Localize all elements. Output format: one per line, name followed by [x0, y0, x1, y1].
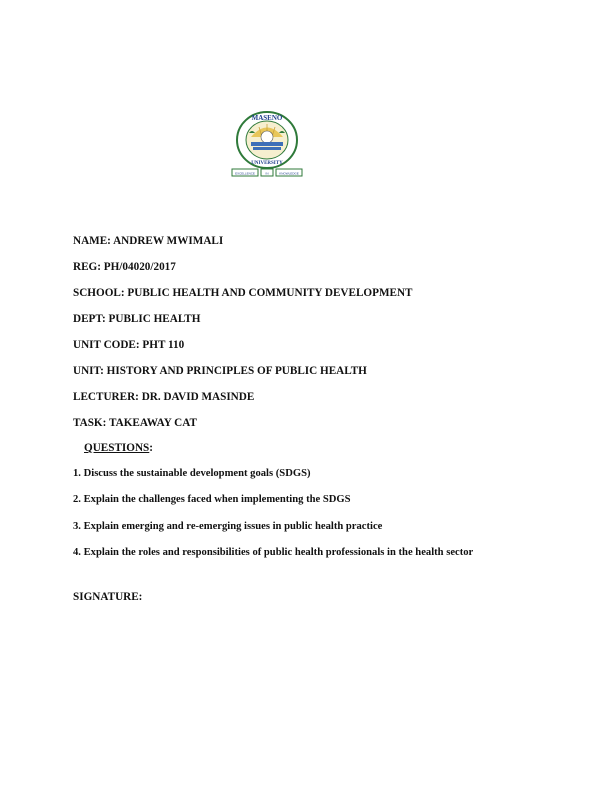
- detail-value: PUBLIC HEALTH: [108, 313, 201, 325]
- university-logo: [229, 110, 305, 178]
- detail-label: SCHOOL:: [73, 287, 125, 299]
- detail-value: ANDREW MWIMALI: [113, 235, 224, 247]
- svg-text:UNIVERSITY: UNIVERSITY: [251, 161, 283, 166]
- detail-school: [73, 286, 413, 300]
- questions-heading-text: QUESTIONS: [84, 442, 150, 454]
- detail-value: PHT 110: [142, 339, 185, 351]
- detail-reg: [73, 260, 176, 274]
- question-item-3: 3. Explain emerging and re-emerging issues in public health practice: [73, 521, 383, 532]
- question-item-2: 2. Explain the challenges faced when implementing the SDGS: [73, 494, 351, 505]
- detail-dept: [73, 312, 200, 326]
- detail-label: NAME:: [73, 235, 111, 247]
- detail-unit-code: [73, 338, 184, 352]
- detail-label: LECTURER:: [73, 391, 139, 403]
- svg-text:MASENO: MASENO: [251, 114, 283, 122]
- signature-label: SIGNATURE:: [73, 591, 143, 603]
- svg-text:IN: IN: [265, 171, 269, 176]
- detail-label: DEPT:: [73, 313, 106, 325]
- detail-lecturer: [73, 390, 254, 404]
- questions-heading: [84, 441, 153, 455]
- detail-value: HISTORY AND PRINCIPLES OF PUBLIC HEALTH: [106, 365, 367, 377]
- question-item-1: 1. Discuss the sustainable development goals (SDGS): [73, 468, 311, 479]
- questions-heading-colon: :: [149, 442, 154, 454]
- detail-label: UNIT CODE:: [73, 339, 140, 351]
- detail-label: TASK:: [73, 417, 107, 429]
- maseno-crest-icon: [229, 110, 305, 178]
- svg-text:EXCELLENCE: EXCELLENCE: [235, 171, 255, 176]
- detail-value: TAKEAWAY CAT: [108, 417, 197, 429]
- detail-value: DR. DAVID MASINDE: [141, 391, 255, 403]
- detail-value: PH/04020/2017: [103, 261, 176, 273]
- detail-value: PUBLIC HEALTH AND COMMUNITY DEVELOPMENT: [127, 287, 413, 299]
- detail-name: [73, 234, 223, 248]
- detail-unit: [73, 364, 367, 378]
- svg-text:KNOWLEDGE: KNOWLEDGE: [279, 171, 299, 176]
- question-item-4: 4. Explain the roles and responsibilities of public health professionals in the health sector: [73, 547, 474, 558]
- detail-task: [73, 416, 197, 430]
- detail-label: UNIT:: [73, 365, 104, 377]
- detail-label: REG:: [73, 261, 101, 273]
